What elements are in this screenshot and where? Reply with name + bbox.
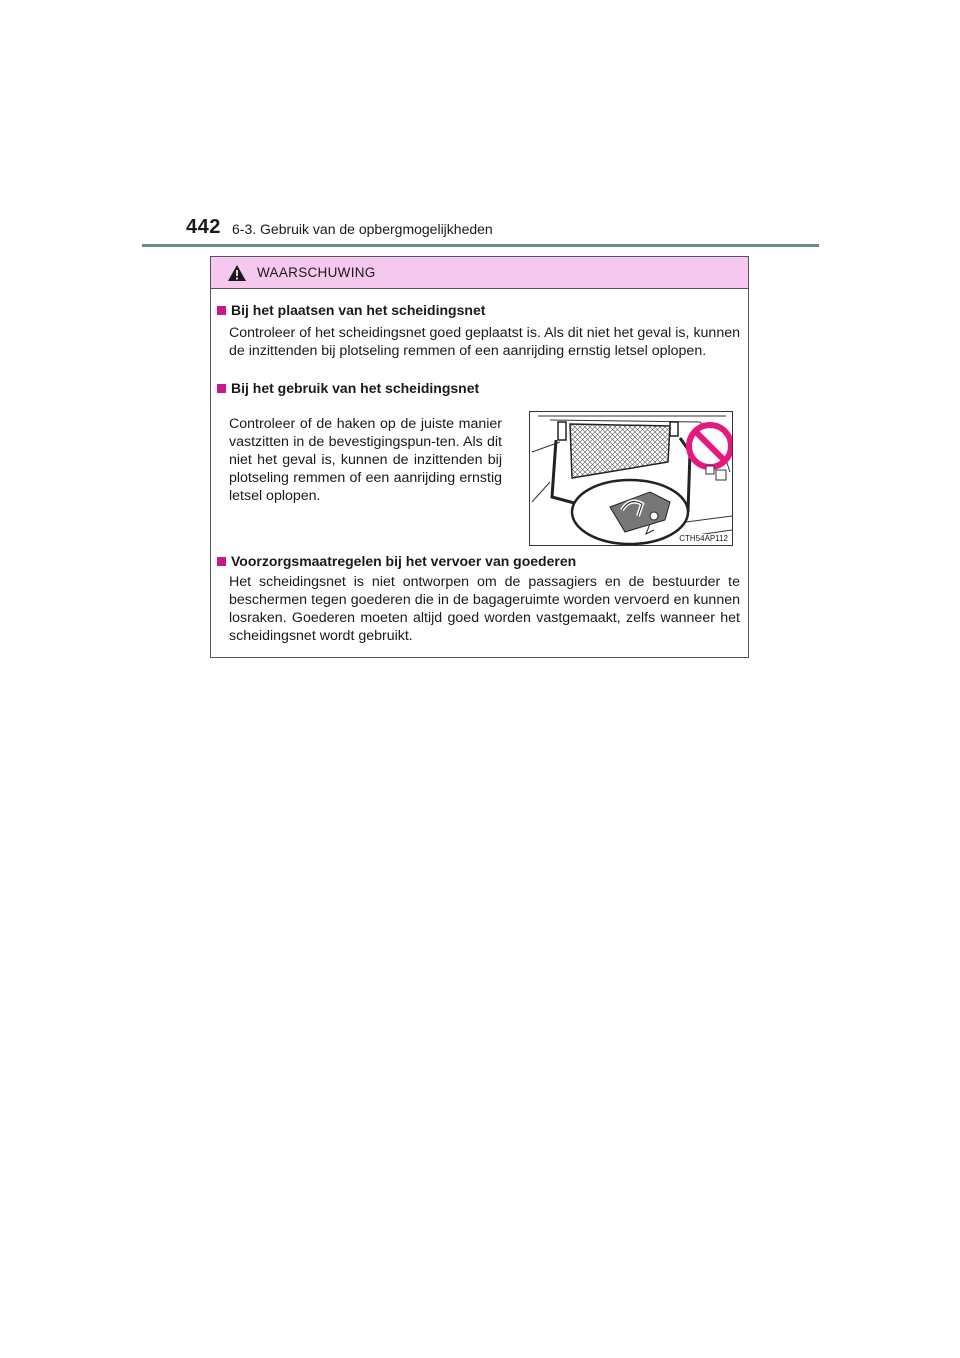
page-number: 442 bbox=[186, 216, 221, 238]
header-rule bbox=[142, 244, 819, 247]
section-heading: Bij het gebruik van het scheidingsnet bbox=[231, 380, 480, 396]
section-text: Controleer of het scheidingsnet goed geplaatst is. Als dit niet het geval is, kunnen de inzittenden bij plotseling remmen of een aanrijding ernstig letsel oplopen. bbox=[229, 325, 740, 359]
warning-triangle-icon bbox=[227, 264, 247, 282]
square-bullet-icon bbox=[217, 306, 226, 315]
warning-title: WAARSCHUWING bbox=[257, 265, 376, 280]
warning-header bbox=[211, 257, 748, 289]
figure-caption: CTH54AP112 bbox=[679, 534, 728, 543]
warning-section-cargo bbox=[217, 552, 740, 645]
warning-box bbox=[210, 256, 749, 658]
square-bullet-icon bbox=[217, 384, 226, 393]
section-heading: Bij het plaatsen van het scheidingsnet bbox=[231, 302, 486, 318]
section-title: 6-3. Gebruik van de opbergmogelijkheden bbox=[232, 221, 493, 237]
section-heading: Voorzorgsmaatregelen bij het vervoer van goederen bbox=[231, 553, 577, 569]
section-text: Controleer of de haken op de juiste manier vastzitten in de bevestigingspun-ten. Als dit niet het geval is, kunnen de inzittenden bij plotseling remmen of een aanrijding ernstig letsel oplopen. bbox=[229, 416, 502, 504]
section-text: Het scheidingsnet is niet ontworpen om de passagiers en de bestuurder te beschermen tegen goederen die in de bagageruimte worden vervoerd en kunnen losraken. Goederen moeten altijd goed worden vastgemaakt, zelfs wanneer het scheidingsnet wordt gebruikt. bbox=[229, 574, 740, 644]
cargo-net-hook-illustration bbox=[529, 411, 733, 546]
cargo-net-hook-icon bbox=[530, 412, 733, 546]
square-bullet-icon bbox=[217, 557, 226, 566]
warning-section-placing bbox=[217, 301, 740, 360]
